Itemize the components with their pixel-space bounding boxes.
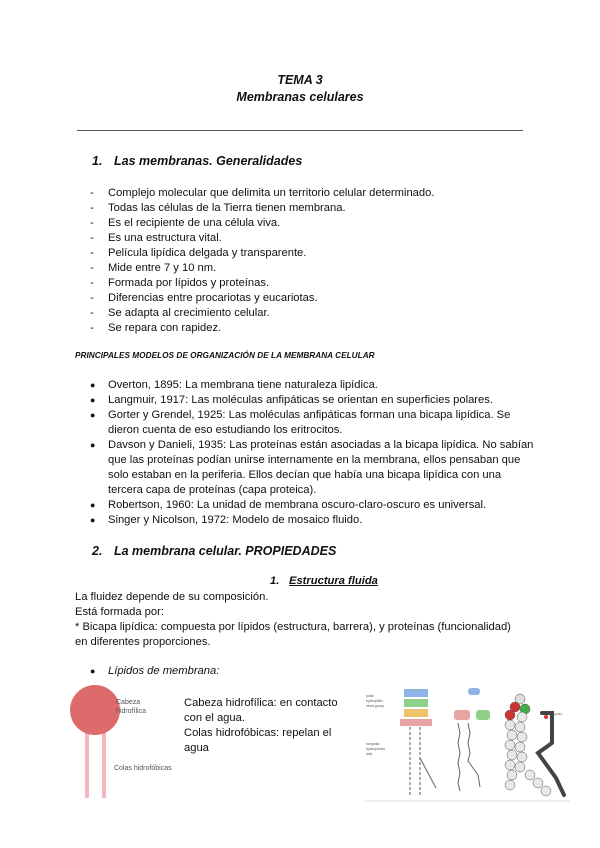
list-item: ● Overton, 1895: La membrana tiene naturaleza lipídica. [90, 378, 535, 393]
structure-paragraph [75, 590, 525, 650]
section2-title: La membrana celular. PROPIEDADES [114, 544, 337, 558]
paragraph-line: La fluidez depende de su composición. [75, 591, 269, 603]
space-filling-model [505, 694, 551, 796]
head-description: Cabeza hidrofílica: en contacto con el agua. [184, 697, 338, 724]
list-item: - Complejo molecular que delimita un territorio celular determinado. [90, 186, 434, 201]
list-item: ● Singer y Nicolson, 1972: Modelo de mosaico fluido. [90, 513, 535, 528]
generalities-list [90, 186, 434, 336]
lipids-bullet [90, 665, 219, 677]
svg-text:hydrophilic: hydrophilic [366, 699, 383, 703]
figure-description [184, 696, 354, 756]
list-item: - Todas las células de la Tierra tienen membrana. [90, 201, 434, 216]
list-item: ● Langmuir, 1917: Las moléculas anfipáticas se orientan en superficies polares. [90, 393, 535, 408]
list-item: - Se repara con rapidez. [90, 321, 434, 336]
tail-label: Colas hidrofóbicas [114, 765, 172, 772]
list-item: - Es una estructura vital. [90, 231, 434, 246]
svg-text:hydrophobic: hydrophobic [366, 747, 386, 751]
paragraph-line: * Bicapa lipídica: compuesta por lípidos (estructura, barrera), y proteínas (funcionalidad) en diferentes proporciones. [75, 621, 511, 648]
section2-heading [92, 544, 336, 558]
section2-number: 2. [92, 544, 103, 558]
bullet-icon: ● [90, 666, 96, 676]
list-item: - Mide entre 7 y 10 nm. [90, 261, 434, 276]
section1-title: Las membranas. Generalidades [114, 154, 303, 168]
list-item: - Formada por lípidos y proteínas. [90, 276, 434, 291]
list-item: ● Davson y Danieli, 1935: Las proteínas están asociadas a la bicapa lipídica. No sabían que las proteínas podían unirse internamente en la membrana, ellos pensaban que solo estaban en la periferia. Ellos decían que había una bicapa lipídica con una tercera capa de proteínas (capa proteica). [90, 438, 535, 498]
subsection-title: Estructura fluida [289, 575, 378, 587]
head-circle [70, 685, 120, 735]
tail-description: Colas hidrofóbicas: repelan el agua [184, 727, 332, 754]
schematic-lipid [366, 689, 436, 795]
list-item: - Se adapta al crecimiento celular. [90, 306, 434, 321]
svg-text:nonpolar: nonpolar [366, 742, 380, 746]
models-heading: PRINCIPALES MODELOS DE ORGANIZACIÓN DE LA MEMBRANA CELULAR [75, 351, 375, 360]
list-item: - Película lipídica delgada y transparente. [90, 246, 434, 261]
lipid-structure-diagram [360, 683, 575, 805]
list-item: ● Robertson, 1960: La unidad de membrana oscuro-claro-oscuro es universal. [90, 498, 535, 513]
svg-text:head group: head group [366, 704, 384, 708]
svg-text:hydrophilic: hydrophilic [548, 712, 563, 716]
chemical-lipid [454, 688, 490, 791]
section1-number: 1. [92, 154, 103, 168]
svg-text:tails: tails [366, 752, 373, 756]
section1-heading [92, 154, 302, 168]
subsection-number: 1. [270, 575, 280, 587]
head-label: Cabeza hidrofílica [116, 699, 146, 715]
document-subtitle: Membranas celulares [236, 90, 364, 104]
list-item: - Diferencias entre procariotas y eucariotas. [90, 291, 434, 306]
models-list [90, 378, 535, 528]
document-title: TEMA 3 [277, 73, 323, 87]
paragraph-line: Está formada por: [75, 606, 164, 618]
list-item: ● Gorter y Grendel, 1925: Las moléculas anfipáticas forman una bicapa lipídica. Se dieron cuenta de eso estudiando los eritrocitos. [90, 408, 535, 438]
lipids-label: Lípidos de membrana: [108, 665, 220, 677]
divider [77, 130, 523, 131]
svg-text:polar: polar [366, 694, 374, 698]
list-item: - Es el recipiente de una célula viva. [90, 216, 434, 231]
